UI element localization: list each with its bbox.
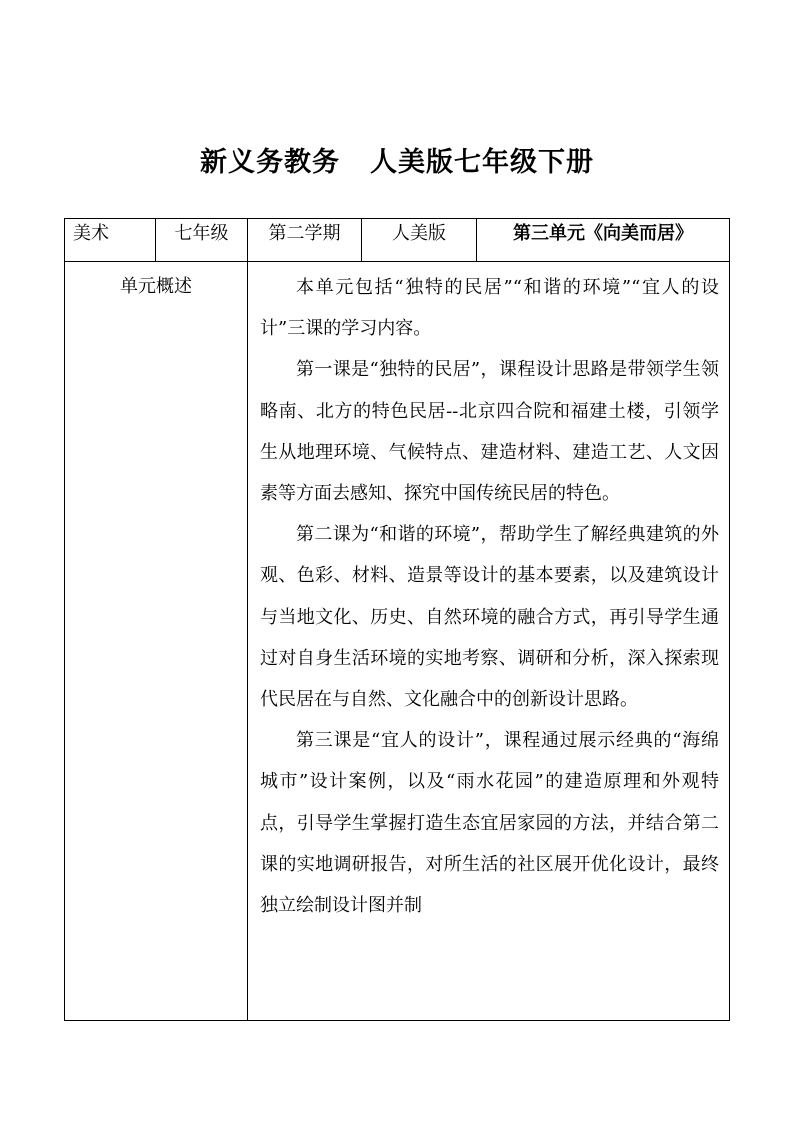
overview-label: 单元概述 xyxy=(65,262,248,1021)
overview-paragraph: 本单元包括“独特的民居”“和谐的环境”“宜人的设计”三课的学习内容。 xyxy=(260,277,719,340)
table-row xyxy=(65,262,730,1021)
grade-cell: 七年级 xyxy=(156,219,248,262)
subject-cell: 美术 xyxy=(65,219,156,262)
overview-paragraph: 第二课为“和谐的环境”，帮助学生了解经典建筑的外观、色彩、材料、造景等设计的基本要素，以及建筑设计与当地文化、历史、自然环境的融合方式，再引导学生通过对自身生活环境的实地考察、调研和分析，深入探索现代民居在与自然、文化融合中的创新设计思路。 xyxy=(260,524,719,711)
unit-title-cell: 第三单元《向美而居》 xyxy=(477,219,730,262)
table-header-row xyxy=(65,219,730,262)
overview-content xyxy=(248,262,730,1021)
overview-paragraph: 第三课是“宜人的设计”，课程通过展示经典的“海绵城市”设计案例，以及“雨水花园”的建造原理和外观特点，引导学生掌握打造生态宜居家园的方法，并结合第二课的实地调研报告，对所生活的社区展开优化设计，最终独立绘制设计图并制 xyxy=(260,730,719,917)
overview-paragraph: 第一课是“独特的民居”，课程设计思路是带领学生领略南、北方的特色民居--北京四合院和福建土楼，引领学生从地理环境、气候特点、建造材料、建造工艺、人文因素等方面去感知、探究中国传统民居的特色。 xyxy=(260,359,719,505)
page-title xyxy=(0,140,794,179)
title-series: 新义务教务 xyxy=(200,147,340,178)
term-cell: 第二学期 xyxy=(248,219,362,262)
publisher-cell: 人美版 xyxy=(362,219,477,262)
title-book: 人美版七年级下册 xyxy=(370,147,594,178)
unit-plan-table xyxy=(64,218,730,1021)
